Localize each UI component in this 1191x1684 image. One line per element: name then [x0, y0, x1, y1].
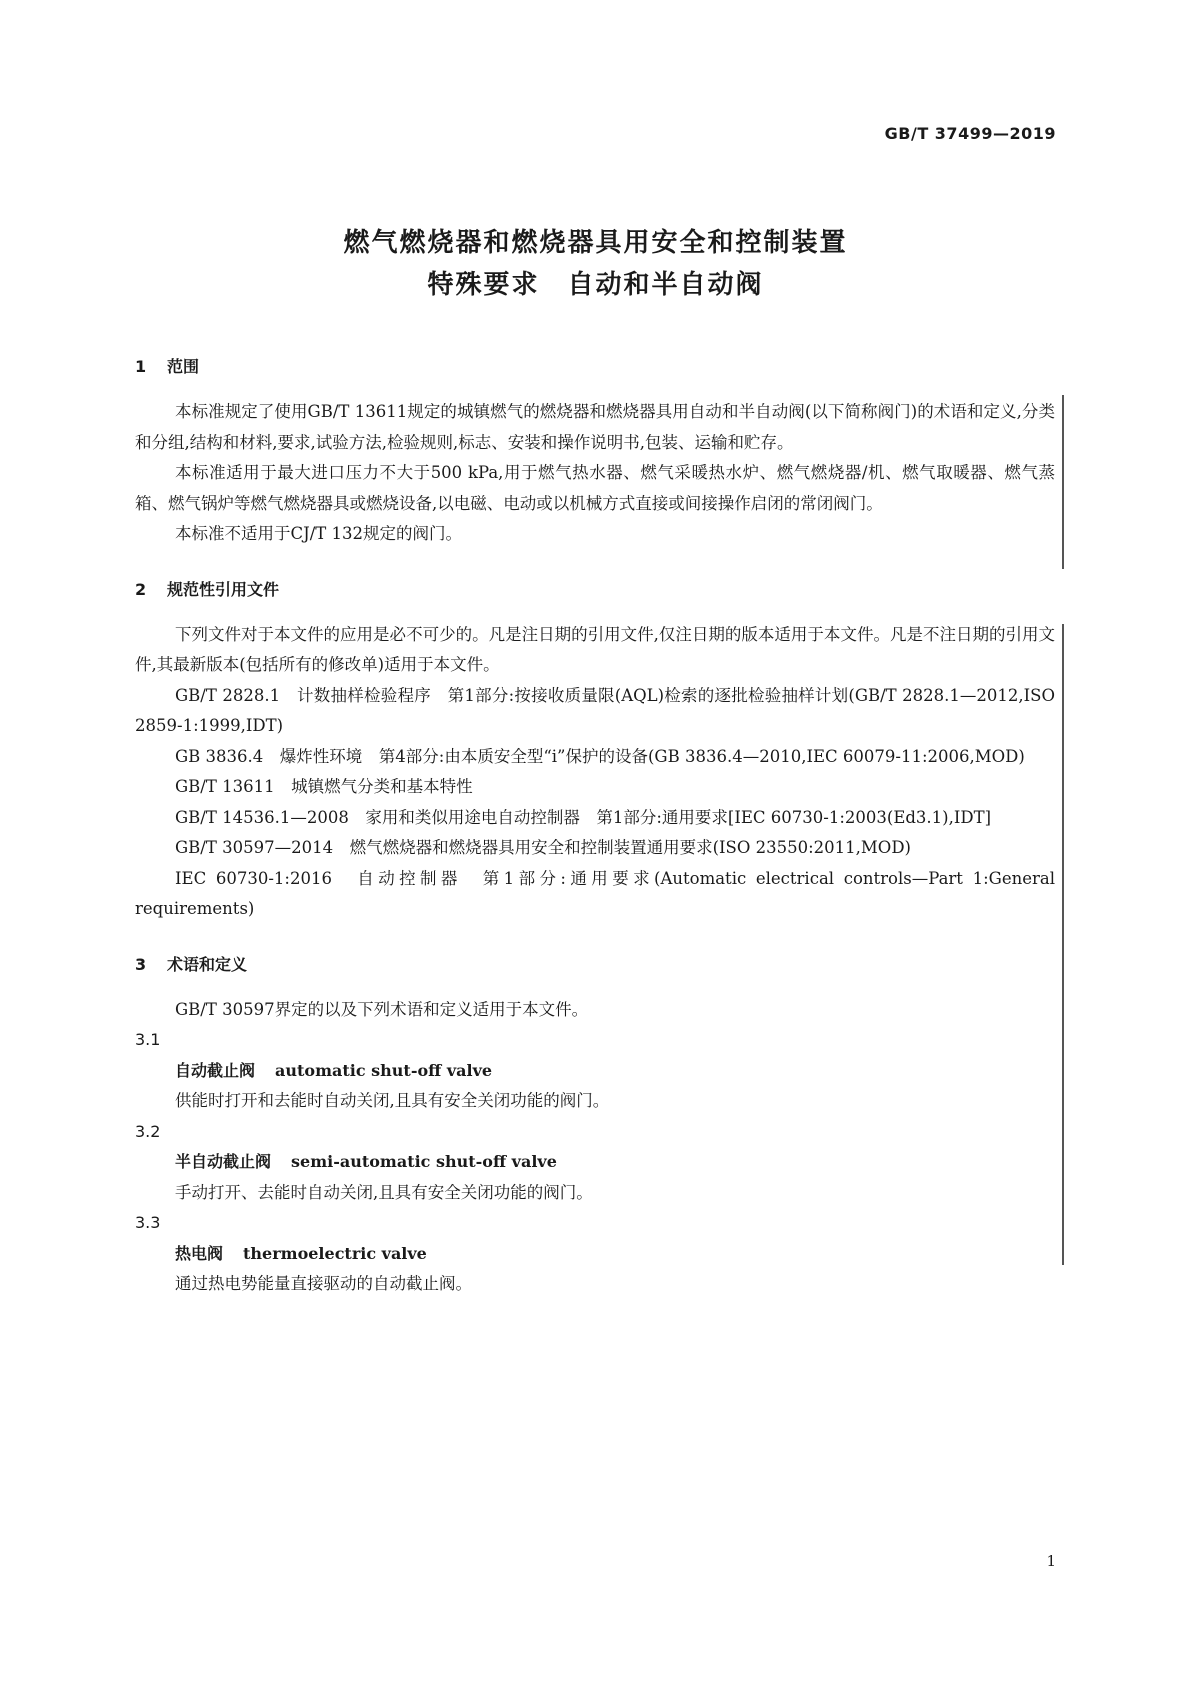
section-body: [135, 397, 1055, 550]
section-heading: [135, 355, 1055, 379]
reference-entry: GB 3836.4 爆炸性环境 第4部分:由本质安全型“i”保护的设备(GB 3836.4—2010,IEC 60079-11:2006,MOD): [175, 746, 1025, 766]
paragraph: GB/T 30597界定的以及下列术语和定义适用于本文件。: [175, 999, 589, 1019]
paragraph: 下列文件对于本文件的应用是必不可少的。凡是注日期的引用文件,仅注日期的版本适用于本文件。凡是不注日期的引用文件,其最新版本(包括所有的修改单)适用于本文件。: [135, 624, 1055, 674]
reference-entry: GB/T 14536.1—2008 家用和类似用途电自动控制器 第1部分:通用要求[IEC 60730-1:2003(Ed3.1),IDT]: [175, 807, 992, 827]
section-body: [135, 995, 1055, 1300]
section-heading: [135, 953, 1055, 977]
reference-entry: GB/T 30597—2014 燃气燃烧器和燃烧器具用安全和控制装置通用要求(ISO 23550:2011,MOD): [175, 838, 911, 857]
term-number: 3.1: [135, 1030, 161, 1049]
section-number: 3: [135, 954, 147, 974]
revision-bar: [1062, 395, 1064, 569]
section-title: 范围: [167, 357, 200, 376]
document-body: [135, 355, 1055, 1300]
term-number: 3.3: [135, 1213, 161, 1232]
standard-code: GB/T 37499—2019: [884, 124, 1056, 143]
term-name-zh: 热电阀: [175, 1243, 224, 1263]
section-body: [135, 620, 1055, 925]
reference-entry: GB/T 13611 城镇燃气分类和基本特性: [175, 777, 473, 796]
term-entry: [135, 1208, 1055, 1300]
revision-bar: [1062, 624, 1064, 986]
document-title: [0, 222, 1191, 306]
term-definition: 手动打开、去能时自动关闭,且具有安全关闭功能的阀门。: [175, 1182, 593, 1202]
title-line-2: 特殊要求 自动和半自动阀: [427, 270, 764, 300]
term-name-en: thermoelectric valve: [243, 1243, 427, 1263]
paragraph: 本标准规定了使用GB/T 13611规定的城镇燃气的燃烧器和燃烧器具用自动和半自动阀(以下简称阀门)的术语和定义,分类和分组,结构和材料,要求,试验方法,检验规则,标志、安装和操作说明书,包装、运输和贮存。: [135, 402, 1055, 452]
section-heading: [135, 578, 1055, 602]
term-entry: [135, 1025, 1055, 1117]
section-terms-definitions: [135, 953, 1055, 1300]
term-title: [135, 1239, 1055, 1270]
term-name-zh: 半自动截止阀: [175, 1152, 272, 1171]
section-normative-references: [135, 578, 1055, 925]
paragraph: 本标准不适用于CJ/T 132规定的阀门。: [175, 524, 463, 543]
section-title: 规范性引用文件: [167, 579, 280, 599]
section-scope: [135, 355, 1055, 550]
term-name-en: semi-automatic shut-off valve: [291, 1152, 557, 1171]
term-name-zh: 自动截止阀: [175, 1060, 256, 1080]
reference-entry: GB/T 2828.1 计数抽样检验程序 第1部分:按接收质量限(AQL)检索的逐批检验抽样计划(GB/T 2828.1—2012,ISO 2859-1:1999,IDT): [135, 685, 1055, 735]
term-definition: 通过热电势能量直接驱动的自动截止阀。: [175, 1274, 472, 1293]
title-line-1: 燃气燃烧器和燃烧器具用安全和控制装置: [343, 228, 848, 258]
term-title: [135, 1056, 1055, 1087]
reference-entry: IEC 60730-1:2016 自动控制器 第1部分:通用要求(Automatic electrical controls—Part 1:General requirements): [135, 868, 1055, 918]
term-title: [135, 1147, 1055, 1178]
section-number: 1: [135, 357, 147, 376]
page-number: 1: [1046, 1552, 1056, 1570]
section-title: 术语和定义: [167, 954, 248, 974]
term-entry: [135, 1117, 1055, 1209]
term-number: 3.2: [135, 1121, 161, 1141]
term-definition: 供能时打开和去能时自动关闭,且具有安全关闭功能的阀门。: [175, 1091, 610, 1110]
section-number: 2: [135, 579, 147, 599]
revision-bar: [1062, 985, 1064, 1265]
paragraph: 本标准适用于最大进口压力不大于500 kPa,用于燃气热水器、燃气采暖热水炉、燃气燃烧器/机、燃气取暖器、燃气蒸箱、燃气锅炉等燃气燃烧器具或燃烧设备,以电磁、电动或以机械方式直接或间接操作启闭的常闭阀门。: [135, 463, 1055, 513]
term-name-en: automatic shut-off valve: [275, 1060, 493, 1080]
